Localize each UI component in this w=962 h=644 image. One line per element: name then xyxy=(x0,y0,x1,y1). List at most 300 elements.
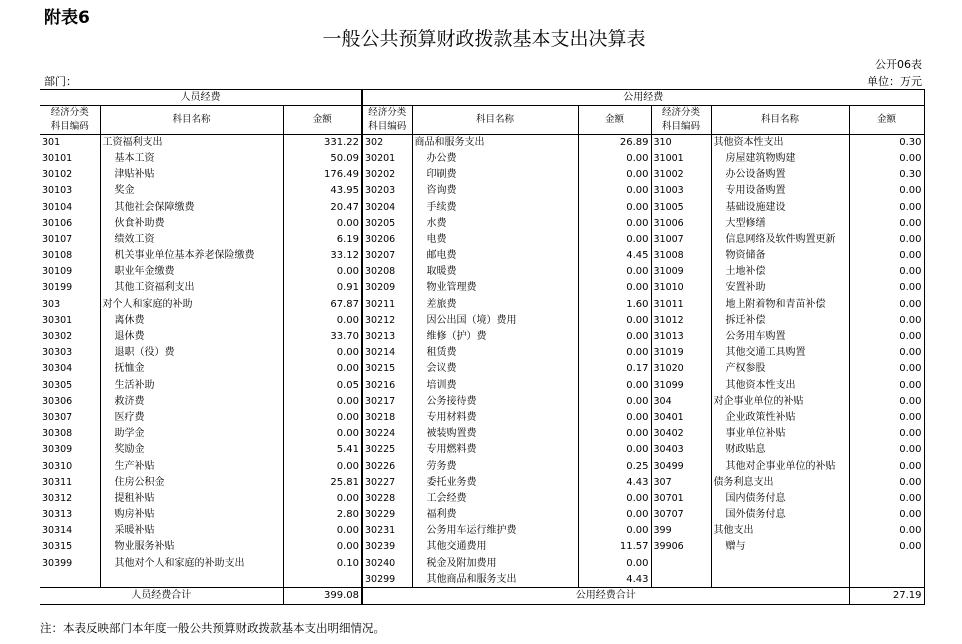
cell-name: 奖励金 xyxy=(100,442,283,458)
cell-name: 办公设备购置 xyxy=(711,167,849,183)
cell-code: 30216 xyxy=(362,378,412,394)
cell-name: 产权参股 xyxy=(711,361,849,377)
cell-amount: 11.57 xyxy=(578,539,651,555)
cell-name: 购房补贴 xyxy=(100,507,283,523)
cell-amount: 0.00 xyxy=(849,491,924,507)
cell-amount: 0.00 xyxy=(283,491,362,507)
cell-amount: 0.00 xyxy=(578,264,651,280)
cell-code: 30399 xyxy=(40,556,100,572)
cell-code: 30107 xyxy=(40,232,100,248)
cell-amount: 33.12 xyxy=(283,248,362,264)
cell-amount: 0.00 xyxy=(283,426,362,442)
cell-amount: 33.70 xyxy=(283,329,362,345)
table-row xyxy=(40,394,924,410)
cell-amount: 43.95 xyxy=(283,183,362,199)
cell-amount: 0.00 xyxy=(578,556,651,572)
cell-code: 30199 xyxy=(40,280,100,296)
cell-code: 30301 xyxy=(40,313,100,329)
cell-name: 债务利息支出 xyxy=(711,475,849,491)
cell-code: 30201 xyxy=(362,151,412,167)
col-amount-c: 金额 xyxy=(849,106,924,135)
cell-code: 30226 xyxy=(362,458,412,474)
cell-amount: 0.05 xyxy=(283,378,362,394)
cell-name xyxy=(711,572,849,588)
cell-amount xyxy=(849,572,924,588)
cell-code: 30109 xyxy=(40,264,100,280)
cell-name: 劳务费 xyxy=(412,458,578,474)
cell-amount: 20.47 xyxy=(283,199,362,215)
cell-amount: 0.00 xyxy=(578,329,651,345)
cell-amount: 0.00 xyxy=(578,378,651,394)
cell-name: 基本工资 xyxy=(100,151,283,167)
cell-name: 安置补助 xyxy=(711,280,849,296)
cell-amount: 0.00 xyxy=(578,394,651,410)
cell-name: 公务接待费 xyxy=(412,394,578,410)
cell-amount: 0.00 xyxy=(578,232,651,248)
cell-code: 31002 xyxy=(651,167,711,183)
cell-amount: 331.22 xyxy=(283,135,362,151)
cell-code: 30217 xyxy=(362,394,412,410)
cell-amount: 0.00 xyxy=(849,297,924,313)
cell-name: 伙食补助费 xyxy=(100,216,283,232)
cell-amount: 0.00 xyxy=(849,394,924,410)
cell-name: 其他交通工具购置 xyxy=(711,345,849,361)
cell-name: 奖金 xyxy=(100,183,283,199)
cell-code: 30302 xyxy=(40,329,100,345)
cell-code: 30314 xyxy=(40,523,100,539)
cell-amount: 0.00 xyxy=(283,410,362,426)
personnel-total-value: 399.08 xyxy=(283,588,362,604)
cell-code: 30499 xyxy=(651,458,711,474)
col-name-a: 科目名称 xyxy=(100,106,283,135)
cell-amount: 0.00 xyxy=(578,216,651,232)
table-row xyxy=(40,151,924,167)
cell-code: 30207 xyxy=(362,248,412,264)
cell-name: 被装购置费 xyxy=(412,426,578,442)
cell-code: 31001 xyxy=(651,151,711,167)
cell-amount: 0.91 xyxy=(283,280,362,296)
cell-amount: 4.45 xyxy=(578,248,651,264)
cell-name: 物业服务补贴 xyxy=(100,539,283,555)
cell-amount: 0.00 xyxy=(283,458,362,474)
cell-amount: 0.00 xyxy=(849,264,924,280)
col-code-label: 经济分类 科目编码 xyxy=(50,107,89,133)
cell-amount: 0.00 xyxy=(849,183,924,199)
cell-name: 专用设备购置 xyxy=(711,183,849,199)
table-row xyxy=(40,475,924,491)
table-row xyxy=(40,313,924,329)
table-row xyxy=(40,199,924,215)
cell-name: 事业单位补贴 xyxy=(711,426,849,442)
table-row xyxy=(40,329,924,345)
cell-name: 物资储备 xyxy=(711,248,849,264)
cell-code: 30106 xyxy=(40,216,100,232)
cell-amount: 0.30 xyxy=(849,135,924,151)
cell-name: 信息网络及软件购置更新 xyxy=(711,232,849,248)
cell-name: 对企事业单位的补贴 xyxy=(711,394,849,410)
public-total-value: 27.19 xyxy=(849,588,924,604)
cell-code: 30229 xyxy=(362,507,412,523)
cell-amount: 0.00 xyxy=(849,345,924,361)
table-row xyxy=(40,523,924,539)
cell-name: 公务用车运行维护费 xyxy=(412,523,578,539)
unit-label: 单位：万元 xyxy=(867,75,922,88)
table-row xyxy=(40,410,924,426)
cell-code: 30313 xyxy=(40,507,100,523)
cell-code: 30306 xyxy=(40,394,100,410)
cell-code: 30299 xyxy=(362,572,412,588)
cell-code: 30208 xyxy=(362,264,412,280)
page-title: 一般公共预算财政拨款基本支出决算表 xyxy=(322,28,646,50)
cell-name: 企业政策性补贴 xyxy=(711,410,849,426)
cell-code: 399 xyxy=(651,523,711,539)
cell-code: 31012 xyxy=(651,313,711,329)
cell-name: 退职（役）费 xyxy=(100,345,283,361)
cell-name: 水费 xyxy=(412,216,578,232)
cell-code: 30227 xyxy=(362,475,412,491)
cell-code: 30312 xyxy=(40,491,100,507)
cell-name: 土地补偿 xyxy=(711,264,849,280)
cell-amount: 0.10 xyxy=(283,556,362,572)
cell-name: 津贴补贴 xyxy=(100,167,283,183)
cell-code: 31013 xyxy=(651,329,711,345)
cell-code: 30311 xyxy=(40,475,100,491)
cell-amount: 0.00 xyxy=(578,167,651,183)
cell-code: 31010 xyxy=(651,280,711,296)
col-code-a xyxy=(40,106,100,135)
cell-amount: 0.00 xyxy=(283,264,362,280)
cell-name: 工会经费 xyxy=(412,491,578,507)
cell-amount: 2.80 xyxy=(283,507,362,523)
cell-amount: 0.00 xyxy=(849,151,924,167)
cell-amount: 0.00 xyxy=(283,313,362,329)
table-note: 注：本表反映部门本年度一般公共预算财政拨款基本支出明细情况。 xyxy=(40,621,385,635)
cell-amount: 6.19 xyxy=(283,232,362,248)
cell-code: 30204 xyxy=(362,199,412,215)
cell-name: 办公费 xyxy=(412,151,578,167)
cell-amount: 0.00 xyxy=(849,475,924,491)
cell-amount: 26.89 xyxy=(578,135,651,151)
cell-name: 财政贴息 xyxy=(711,442,849,458)
cell-amount: 0.00 xyxy=(283,345,362,361)
cell-name: 国内债务付息 xyxy=(711,491,849,507)
cell-code: 30212 xyxy=(362,313,412,329)
cell-name: 会议费 xyxy=(412,361,578,377)
cell-amount: 0.30 xyxy=(849,167,924,183)
cell-code: 310 xyxy=(651,135,711,151)
cell-code: 30206 xyxy=(362,232,412,248)
table-row xyxy=(40,167,924,183)
cell-name: 手续费 xyxy=(412,199,578,215)
table-row xyxy=(40,442,924,458)
col-name-b: 科目名称 xyxy=(412,106,578,135)
cell-code: 30403 xyxy=(651,442,711,458)
cell-name: 退休费 xyxy=(100,329,283,345)
cell-amount: 176.49 xyxy=(283,167,362,183)
cell-code: 31003 xyxy=(651,183,711,199)
cell-name: 邮电费 xyxy=(412,248,578,264)
cell-name: 对个人和家庭的补助 xyxy=(100,297,283,313)
col-code-c xyxy=(651,106,711,135)
attachment-label: 附表6 xyxy=(44,8,90,28)
group-personnel: 人员经费 xyxy=(40,90,362,106)
col-amount-a: 金额 xyxy=(283,106,362,135)
cell-name: 赠与 xyxy=(711,539,849,555)
cell-amount: 0.00 xyxy=(849,523,924,539)
cell-amount: 0.00 xyxy=(578,345,651,361)
cell-code: 30205 xyxy=(362,216,412,232)
cell-code: 301 xyxy=(40,135,100,151)
table-row xyxy=(40,491,924,507)
cell-amount: 0.00 xyxy=(849,361,924,377)
cell-amount: 0.17 xyxy=(578,361,651,377)
cell-code: 31008 xyxy=(651,248,711,264)
cell-code: 30310 xyxy=(40,458,100,474)
cell-amount: 4.43 xyxy=(578,572,651,588)
col-name-c: 科目名称 xyxy=(711,106,849,135)
cell-amount: 0.00 xyxy=(578,183,651,199)
cell-name: 机关事业单位基本养老保险缴费 xyxy=(100,248,283,264)
cell-name xyxy=(711,556,849,572)
cell-amount: 0.00 xyxy=(578,199,651,215)
cell-amount: 0.00 xyxy=(283,216,362,232)
cell-name: 医疗费 xyxy=(100,410,283,426)
cell-code: 31007 xyxy=(651,232,711,248)
cell-name: 工资福利支出 xyxy=(100,135,283,151)
cell-name: 国外债务付息 xyxy=(711,507,849,523)
cell-amount: 0.00 xyxy=(849,329,924,345)
cell-name: 大型修缮 xyxy=(711,216,849,232)
cell-code: 30224 xyxy=(362,426,412,442)
cell-name: 抚恤金 xyxy=(100,361,283,377)
cell-name: 其他资本性支出 xyxy=(711,378,849,394)
cell-amount: 0.25 xyxy=(578,458,651,474)
cell-code: 304 xyxy=(651,394,711,410)
cell-code: 31006 xyxy=(651,216,711,232)
cell-name: 因公出国（境）费用 xyxy=(412,313,578,329)
cell-name: 住房公积金 xyxy=(100,475,283,491)
cell-code: 30211 xyxy=(362,297,412,313)
cell-amount: 0.00 xyxy=(849,426,924,442)
public-total-label: 公用经费合计 xyxy=(362,588,849,604)
cell-code: 30102 xyxy=(40,167,100,183)
col-code-label: 经济分类 科目编码 xyxy=(368,107,407,133)
col-amount-b: 金额 xyxy=(578,106,651,135)
cell-amount: 0.00 xyxy=(578,523,651,539)
cell-name xyxy=(100,572,283,588)
cell-amount: 0.00 xyxy=(283,394,362,410)
cell-amount: 4.43 xyxy=(578,475,651,491)
table-row xyxy=(40,248,924,264)
cell-code: 307 xyxy=(651,475,711,491)
cell-code: 30309 xyxy=(40,442,100,458)
column-header-row xyxy=(40,106,924,135)
cell-amount: 0.00 xyxy=(578,410,651,426)
cell-name: 差旅费 xyxy=(412,297,578,313)
cell-code xyxy=(651,572,711,588)
cell-amount: 0.00 xyxy=(578,313,651,329)
table-row xyxy=(40,458,924,474)
cell-amount: 0.00 xyxy=(849,378,924,394)
cell-name: 救济费 xyxy=(100,394,283,410)
cell-code: 30215 xyxy=(362,361,412,377)
cell-amount: 0.00 xyxy=(849,539,924,555)
cell-amount xyxy=(849,556,924,572)
table-row xyxy=(40,183,924,199)
cell-amount: 0.00 xyxy=(849,313,924,329)
cell-name: 维修（护）费 xyxy=(412,329,578,345)
cell-name: 离休费 xyxy=(100,313,283,329)
cell-name: 生产补贴 xyxy=(100,458,283,474)
cell-name: 提租补贴 xyxy=(100,491,283,507)
cell-code: 303 xyxy=(40,297,100,313)
cell-amount: 0.00 xyxy=(578,442,651,458)
cell-amount: 0.00 xyxy=(283,361,362,377)
cell-name: 其他对个人和家庭的补助支出 xyxy=(100,556,283,572)
cell-code: 30240 xyxy=(362,556,412,572)
cell-name: 专用材料费 xyxy=(412,410,578,426)
cell-name: 委托业务费 xyxy=(412,475,578,491)
cell-name: 福利费 xyxy=(412,507,578,523)
cell-code: 31005 xyxy=(651,199,711,215)
cell-code xyxy=(40,572,100,588)
cell-name: 绩效工资 xyxy=(100,232,283,248)
cell-name: 物业管理费 xyxy=(412,280,578,296)
table-row xyxy=(40,556,924,572)
cell-name: 咨询费 xyxy=(412,183,578,199)
cell-code: 30307 xyxy=(40,410,100,426)
personnel-total-label: 人员经费合计 xyxy=(40,588,283,604)
cell-name: 其他对企事业单位的补贴 xyxy=(711,458,849,474)
cell-code: 30305 xyxy=(40,378,100,394)
department-label: 部门： xyxy=(44,75,77,88)
cell-name: 生活补助 xyxy=(100,378,283,394)
table-row xyxy=(40,232,924,248)
cell-code: 30225 xyxy=(362,442,412,458)
cell-code: 31011 xyxy=(651,297,711,313)
cell-amount: 0.00 xyxy=(578,280,651,296)
table-row xyxy=(40,135,924,151)
cell-amount: 0.00 xyxy=(283,523,362,539)
cell-name: 基础设施建设 xyxy=(711,199,849,215)
cell-amount: 0.00 xyxy=(578,426,651,442)
cell-code: 30308 xyxy=(40,426,100,442)
table-row xyxy=(40,297,924,313)
cell-name: 其他社会保障缴费 xyxy=(100,199,283,215)
cell-code: 30239 xyxy=(362,539,412,555)
cell-amount: 0.00 xyxy=(578,507,651,523)
cell-code: 39906 xyxy=(651,539,711,555)
cell-code: 30203 xyxy=(362,183,412,199)
cell-code: 30701 xyxy=(651,491,711,507)
table-row xyxy=(40,280,924,296)
cell-code: 31099 xyxy=(651,378,711,394)
cell-name: 印刷费 xyxy=(412,167,578,183)
cell-code: 30103 xyxy=(40,183,100,199)
cell-amount: 0.00 xyxy=(849,232,924,248)
group-public: 公用经费 xyxy=(362,90,924,106)
cell-amount: 0.00 xyxy=(849,507,924,523)
group-header-row xyxy=(40,90,924,106)
table-row xyxy=(40,426,924,442)
cell-name: 商品和服务支出 xyxy=(412,135,578,151)
cell-amount: 50.09 xyxy=(283,151,362,167)
cell-amount: 0.00 xyxy=(578,491,651,507)
cell-code: 30315 xyxy=(40,539,100,555)
cell-code: 302 xyxy=(362,135,412,151)
cell-name: 其他交通费用 xyxy=(412,539,578,555)
cell-code: 30303 xyxy=(40,345,100,361)
cell-name: 地上附着物和青苗补偿 xyxy=(711,297,849,313)
cell-code xyxy=(651,556,711,572)
cell-code: 31009 xyxy=(651,264,711,280)
table-row xyxy=(40,539,924,555)
table-row xyxy=(40,264,924,280)
cell-code: 30218 xyxy=(362,410,412,426)
cell-code: 30104 xyxy=(40,199,100,215)
cell-code: 30209 xyxy=(362,280,412,296)
table-row xyxy=(40,507,924,523)
cell-name: 其他资本性支出 xyxy=(711,135,849,151)
cell-name: 职业年金缴费 xyxy=(100,264,283,280)
cell-code: 30101 xyxy=(40,151,100,167)
cell-amount: 5.41 xyxy=(283,442,362,458)
cell-name: 公务用车购置 xyxy=(711,329,849,345)
cell-amount: 0.00 xyxy=(849,199,924,215)
expenditure-table xyxy=(40,89,925,605)
cell-amount: 0.00 xyxy=(849,410,924,426)
cell-code: 30108 xyxy=(40,248,100,264)
cell-code: 30202 xyxy=(362,167,412,183)
table-row xyxy=(40,378,924,394)
cell-code: 31020 xyxy=(651,361,711,377)
cell-name: 其他工资福利支出 xyxy=(100,280,283,296)
cell-amount: 1.60 xyxy=(578,297,651,313)
cell-code: 30401 xyxy=(651,410,711,426)
cell-code: 30228 xyxy=(362,491,412,507)
cell-amount: 0.00 xyxy=(849,458,924,474)
cell-amount xyxy=(283,572,362,588)
cell-code: 30707 xyxy=(651,507,711,523)
cell-amount: 0.00 xyxy=(578,151,651,167)
cell-code: 31019 xyxy=(651,345,711,361)
cell-name: 采暖补贴 xyxy=(100,523,283,539)
cell-amount: 0.00 xyxy=(849,248,924,264)
cell-name: 其他支出 xyxy=(711,523,849,539)
table-row xyxy=(40,345,924,361)
cell-code: 30214 xyxy=(362,345,412,361)
cell-code: 30213 xyxy=(362,329,412,345)
cell-name: 专用燃料费 xyxy=(412,442,578,458)
cell-name: 拆迁补偿 xyxy=(711,313,849,329)
cell-name: 取暖费 xyxy=(412,264,578,280)
cell-amount: 0.00 xyxy=(849,442,924,458)
table-row xyxy=(40,216,924,232)
cell-code: 30304 xyxy=(40,361,100,377)
cell-name: 其他商品和服务支出 xyxy=(412,572,578,588)
table-row xyxy=(40,572,924,588)
cell-amount: 0.00 xyxy=(283,539,362,555)
cell-amount: 0.00 xyxy=(849,216,924,232)
cell-name: 培训费 xyxy=(412,378,578,394)
col-code-label: 经济分类 科目编码 xyxy=(661,107,700,133)
cell-code: 30231 xyxy=(362,523,412,539)
cell-amount: 67.87 xyxy=(283,297,362,313)
totals-row xyxy=(40,588,924,604)
cell-name: 电费 xyxy=(412,232,578,248)
table-row xyxy=(40,361,924,377)
cell-amount: 0.00 xyxy=(849,280,924,296)
